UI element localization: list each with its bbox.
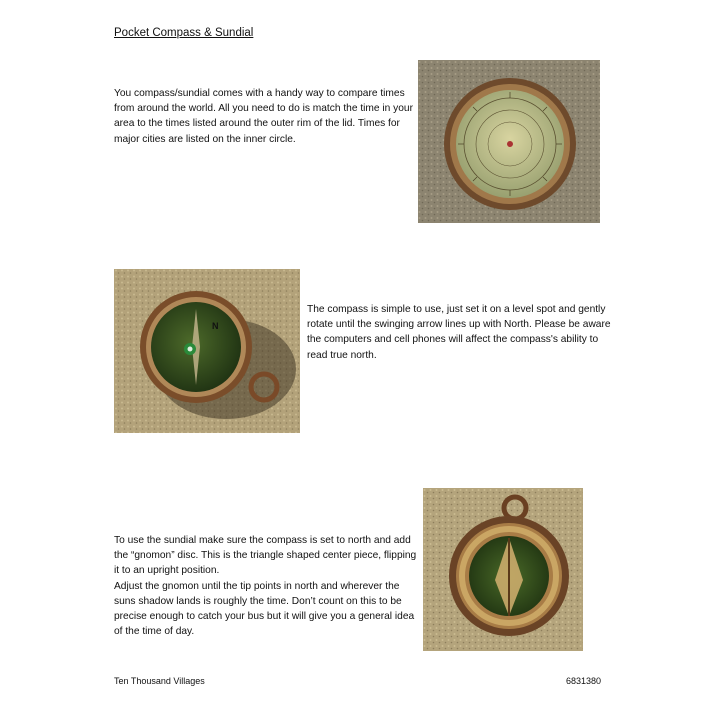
sundial-paragraph: To use the sundial make sure the compass is set to north and add the “gnomon” disc. This is the triangle shaped center piece, flipping it to an upright position. Adjust the gnomon until the tip points in north and wherever the suns shadow lands is roughly the time. Don’t count on this to be precise enough to catch your bus but it will give you a general idea of the time of day.: [114, 535, 417, 638]
compass-photo: [114, 269, 300, 433]
footer-brand: Ten Thousand Villages: [114, 676, 205, 686]
world-time-paragraph: You compass/sundial comes with a handy way to compare times from around the world. All you need to do is match the time in your area to the times listed around the outer rim of the lid. Times for major cities are listed on the inner circle.: [114, 88, 413, 145]
compass-north-letter: N: [212, 321, 219, 331]
sundial-photo: [423, 488, 583, 651]
compass-paragraph: The compass is simple to use, just set it on a level spot and gently rotate until the swinging arrow lines up with North. Please be aware the computers and cell phones will affect the compass's ability to read true north.: [307, 304, 611, 361]
document-title: Pocket Compass & Sundial: [114, 27, 254, 39]
footer-item-number: 6831380: [566, 676, 602, 686]
world-time-dial-photo: [418, 60, 600, 223]
